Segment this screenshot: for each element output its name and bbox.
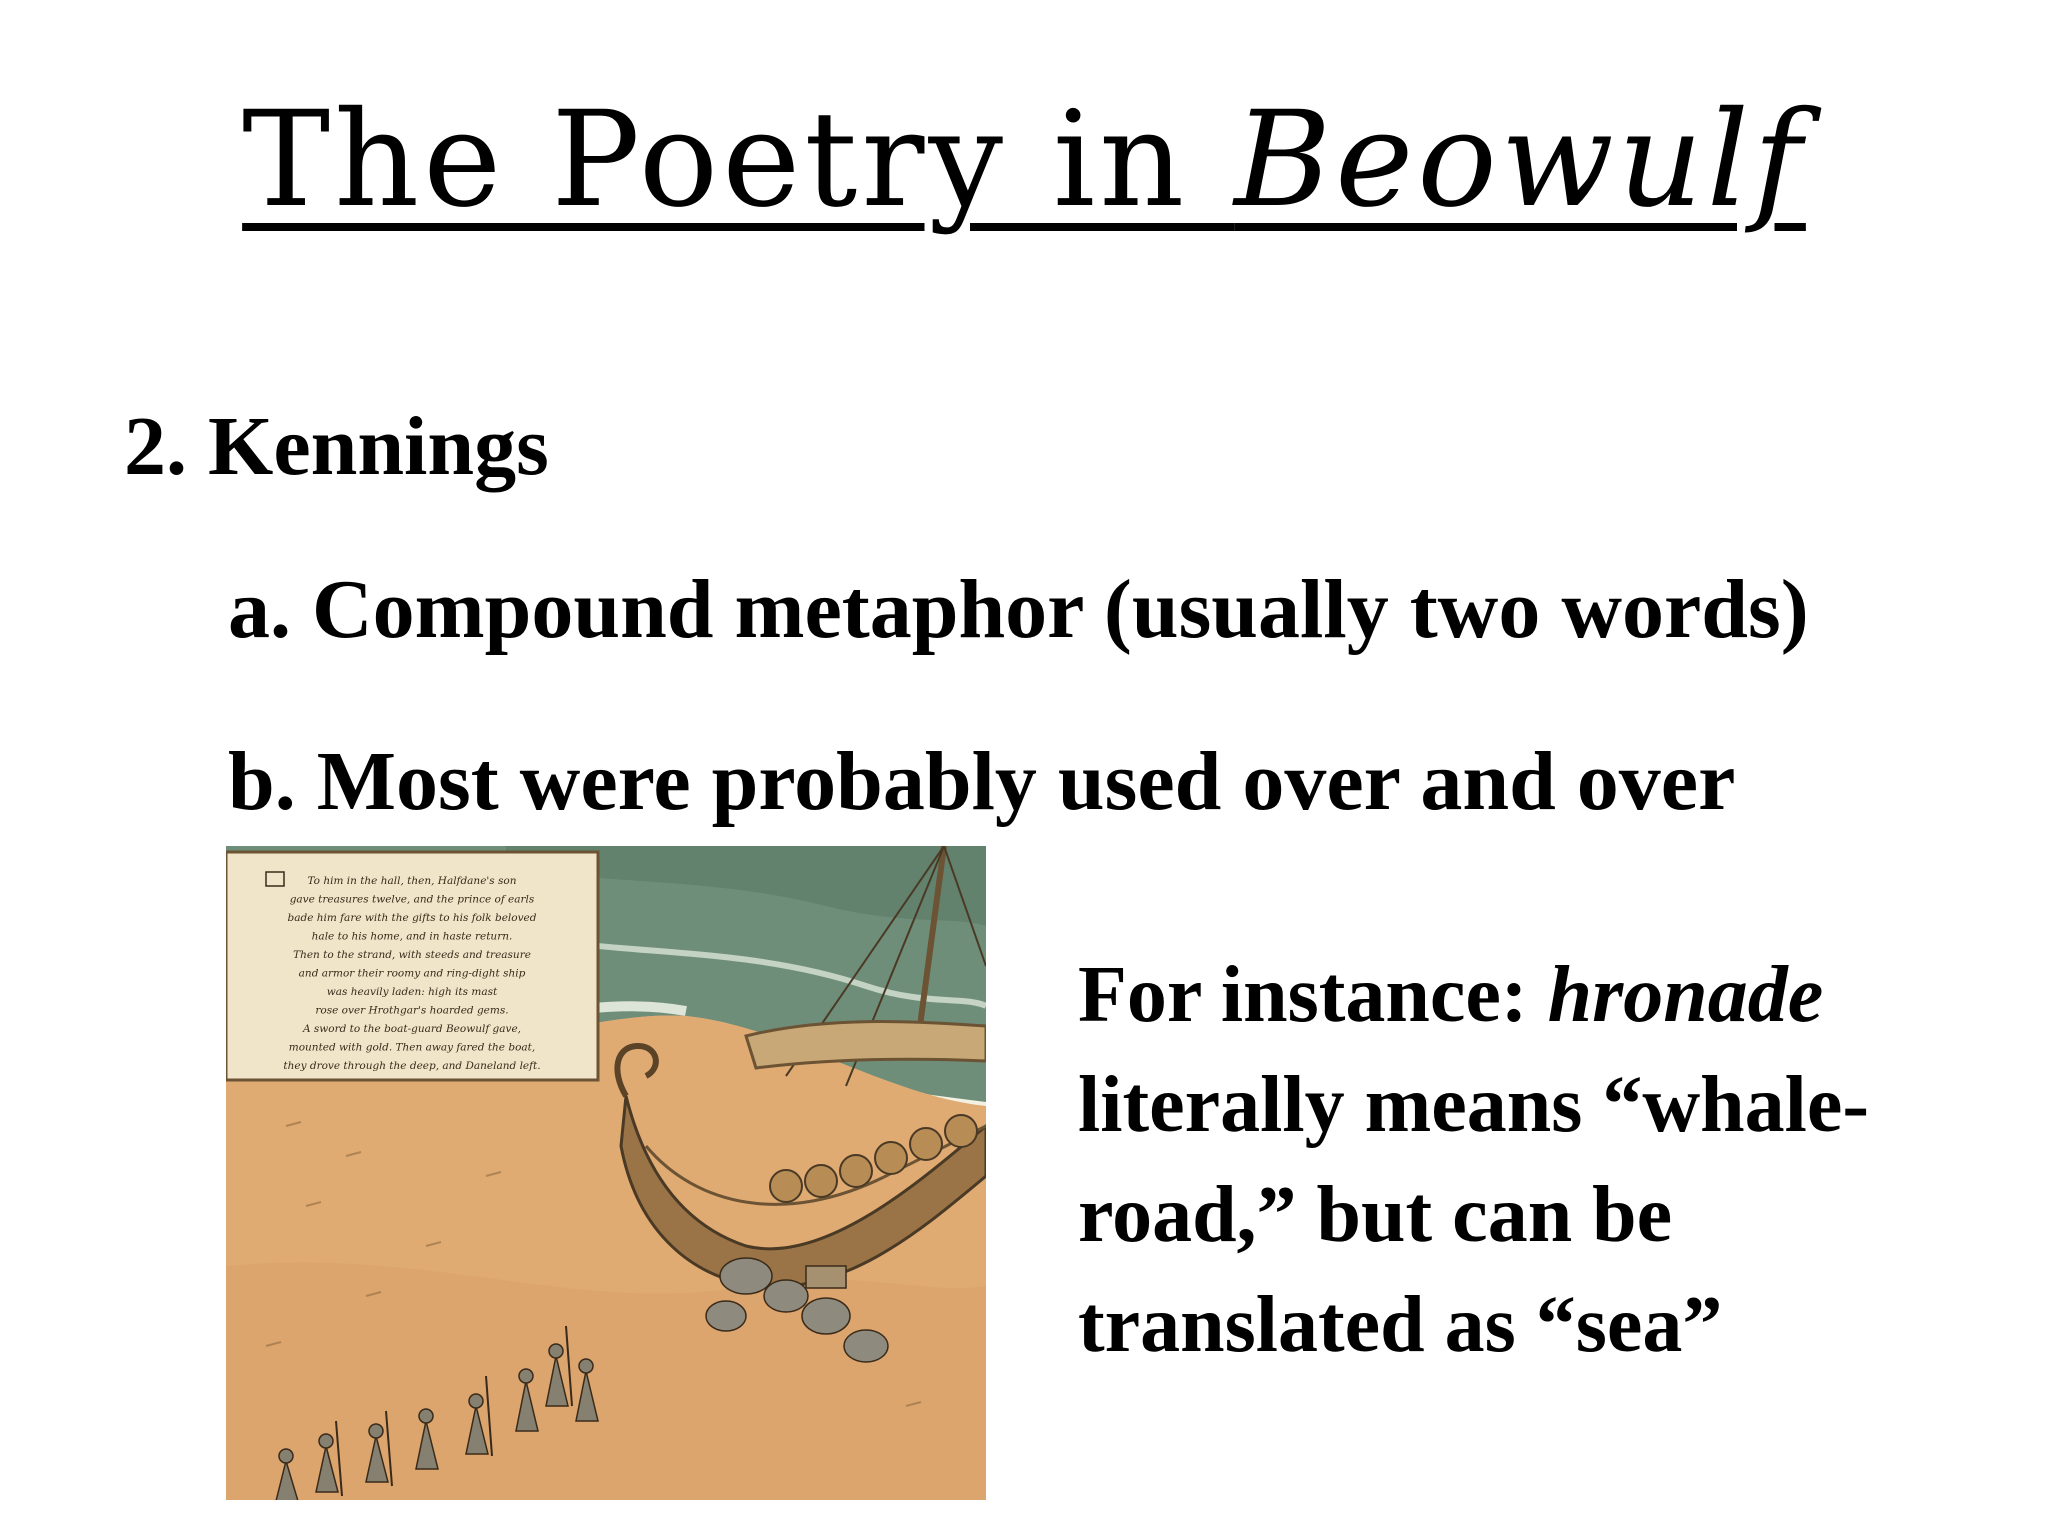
panel-text-line: hale to his home, and in haste return. — [311, 930, 513, 943]
panel-text-line: To him in the hall, then, Halfdane's son — [307, 875, 517, 887]
panel-text-line: rose over Hrothgar's hoarded gems. — [315, 1004, 509, 1017]
panel-text-line: they drove through the deep, and Daneland left. — [283, 1060, 541, 1072]
panel-text-line: A sword to the boat-guard Beowulf gave, — [302, 1023, 522, 1035]
caption-lead: For instance: — [1078, 951, 1548, 1039]
slide-title — [0, 83, 2048, 237]
caption-rest: literally means “whale-road,” but can be translated as “sea” — [1078, 1061, 1869, 1369]
kenning-example — [1078, 940, 2018, 1380]
panel-text-line: Then to the strand, with steeds and treasure — [293, 949, 531, 961]
section-heading: 2. Kennings — [124, 400, 549, 493]
panel-text-line: bade him fare with the gifts to his folk beloved — [287, 912, 537, 924]
bullet-a: a. Compound metaphor (usually two words) — [228, 563, 1809, 656]
panel-text-line: gave treasures twelve, and the prince of earls — [289, 893, 535, 906]
title-emphasis: Beowulf — [1234, 83, 1806, 237]
kenning-term: hronade — [1547, 951, 1824, 1039]
bullet-b: b. Most were probably used over and over — [228, 735, 1736, 828]
panel-text-line: mounted with gold. Then away fared the boat, — [288, 1041, 536, 1054]
viking-ship-illustration — [226, 846, 986, 1500]
panel-text-line: and armor their roomy and ring-dight ship — [298, 967, 526, 980]
title-prefix: The Poetry in — [242, 83, 1235, 237]
panel-text-line: was heavily laden: high its mast — [326, 986, 498, 998]
